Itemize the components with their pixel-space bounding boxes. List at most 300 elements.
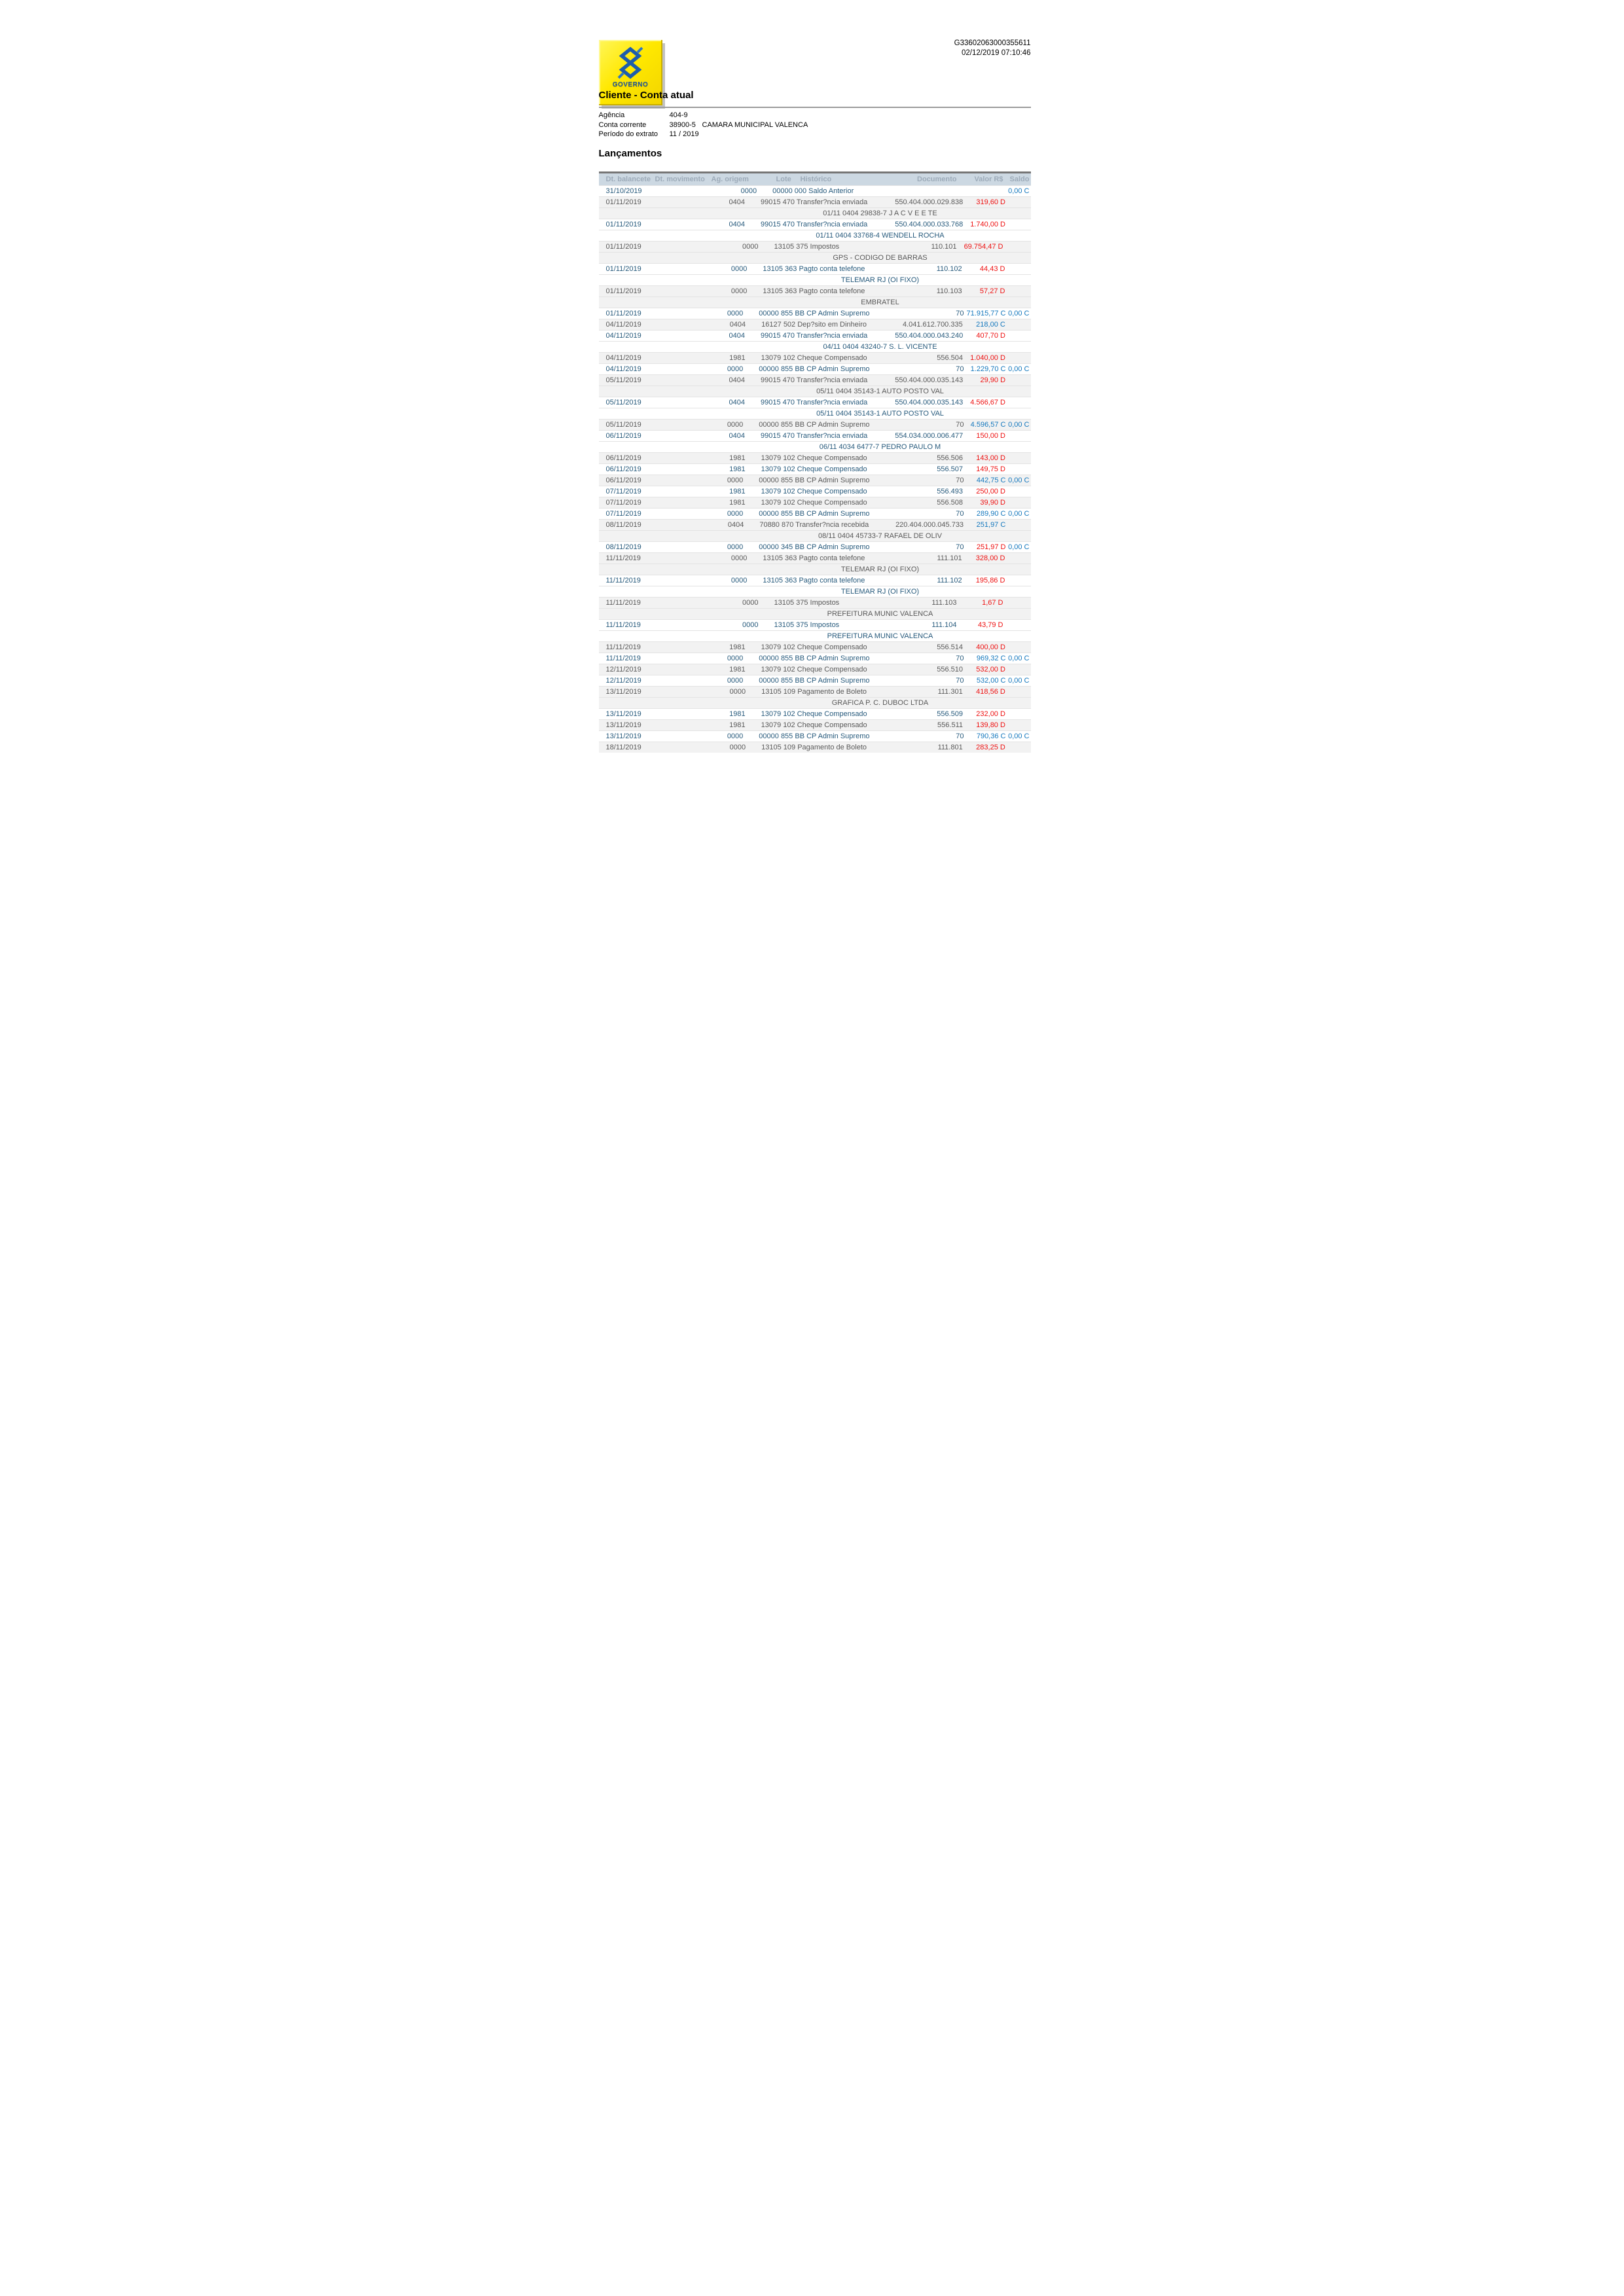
cell-dt-movimento: [650, 520, 699, 530]
cell-lote-historico: 16127 502 Dep?sito em Dinheiro: [761, 321, 867, 329]
cell-valor: 69.754,47 D: [964, 243, 1003, 251]
cell-dt-balancete: 06/11/2019: [605, 454, 641, 462]
cell-detail-text: TELEMAR RJ (OI FIXO): [840, 588, 920, 596]
header-divider: [599, 107, 1031, 108]
cell-dt-movimento: [651, 397, 700, 408]
cell-lote-historico: 13079 102 Cheque Compensado: [761, 454, 867, 462]
cell-dt-movimento: [651, 353, 700, 363]
cell-saldo: [1005, 453, 1031, 463]
account-label: Conta corrente: [598, 120, 647, 129]
table-row: [599, 641, 1031, 653]
cell-documento: 550.404.000.035.143: [895, 399, 964, 406]
cell-ag-origem: 0404: [729, 198, 746, 206]
cell-documento: 110.102: [936, 265, 962, 273]
table-row: [599, 452, 1031, 463]
cell-valor: 150,00 D: [976, 432, 1006, 440]
cell-lote-historico: 13105 375 Impostos: [774, 243, 840, 251]
table-row: [599, 730, 1031, 742]
table-row: [599, 185, 1031, 196]
cell-ag-origem: 0000: [727, 655, 744, 662]
cell-dt-movimento: [651, 742, 700, 753]
cell-dt-balancete: 06/11/2019: [605, 476, 641, 484]
cell-documento: 556.507: [937, 465, 963, 473]
table-detail-row: [599, 207, 1031, 219]
cell-lote-historico: 13079 102 Cheque Compensado: [761, 666, 867, 673]
cell-saldo: [1005, 319, 1031, 330]
bb-symbol-icon: [615, 46, 645, 80]
cell-saldo: [1005, 353, 1031, 363]
cell-ag-origem: 0000: [727, 310, 744, 317]
cell-saldo: 0,00 C: [1008, 187, 1030, 195]
section-title-cliente-conta-atual: Cliente - Conta atual: [598, 90, 694, 101]
cell-dt-movimento: [651, 319, 700, 330]
cell-ag-origem: 0404: [729, 332, 746, 340]
cell-valor: 43,79 D: [977, 621, 1003, 629]
cell-detail-text: PREFEITURA MUNIC VALENCA: [827, 610, 933, 618]
cell-dt-movimento: [651, 453, 700, 463]
cell-saldo: [1005, 197, 1030, 207]
cell-lote-historico: 13079 102 Cheque Compensado: [761, 499, 867, 507]
cell-lote-historico: 13079 102 Cheque Compensado: [761, 643, 867, 651]
cell-lote-historico: 13079 102 Cheque Compensado: [761, 465, 867, 473]
cell-ag-origem: 1981: [729, 666, 746, 673]
cell-dt-movimento: [650, 675, 699, 686]
cell-ag-origem: 1981: [729, 710, 746, 718]
cell-dt-movimento: [651, 664, 700, 675]
account-info: [599, 111, 808, 139]
table-row: [599, 430, 1031, 441]
table-detail-row: [599, 530, 1031, 541]
cell-ag-origem: 0000: [727, 543, 744, 551]
cell-documento: 70: [956, 365, 964, 373]
cell-saldo: [1005, 720, 1031, 730]
table-row: [599, 241, 1031, 252]
cell-saldo: [1003, 620, 1031, 630]
table-row: [599, 708, 1031, 719]
cell-saldo: [1005, 742, 1031, 753]
table-row: [599, 675, 1031, 686]
cell-documento: 111.801: [937, 744, 963, 751]
cell-dt-balancete: 11/11/2019: [605, 599, 641, 607]
cell-saldo: [1003, 242, 1031, 252]
cell-valor: 532,00 D: [976, 666, 1005, 673]
cell-documento: 70: [956, 677, 964, 685]
bank-statement-page: [552, 0, 1072, 751]
cell-documento: 110.101: [931, 243, 957, 251]
cell-ag-origem: 0404: [729, 399, 746, 406]
cell-dt-movimento: [651, 197, 700, 207]
table-detail-row: [599, 386, 1031, 397]
table-row: [599, 263, 1031, 274]
cell-dt-balancete: 04/11/2019: [605, 365, 641, 373]
agency-row: [599, 111, 808, 120]
table-row: [599, 374, 1031, 386]
cell-dt-movimento: [650, 731, 699, 742]
cell-lote-historico: 13105 363 Pagto conta telefone: [763, 577, 865, 584]
account-holder-name: CAMARA MUNICIPAL VALENCA: [702, 120, 808, 129]
cell-dt-balancete: 08/11/2019: [605, 521, 641, 529]
cell-saldo: [1005, 642, 1031, 653]
cell-documento: 550.404.000.029.838: [895, 198, 964, 206]
cell-lote-historico: 13105 375 Impostos: [774, 599, 840, 607]
cell-ag-origem: 0000: [727, 421, 744, 429]
cell-ag-origem: 0000: [731, 287, 748, 295]
cell-dt-movimento: [650, 542, 699, 552]
cell-dt-balancete: 11/11/2019: [605, 554, 641, 562]
table-row: [599, 497, 1031, 508]
cell-valor: 790,36 C: [976, 732, 1006, 740]
cell-dt-movimento: [650, 420, 699, 430]
cell-dt-movimento: [651, 331, 700, 341]
cell-valor: 57,27 D: [979, 287, 1005, 295]
table-detail-row: [599, 564, 1031, 575]
col-header-valor: Valor R$: [974, 175, 1003, 183]
table-detail-row: [599, 274, 1031, 285]
cell-dt-movimento: [651, 464, 700, 475]
cell-dt-balancete: 07/11/2019: [605, 499, 641, 507]
table-row: [599, 352, 1031, 363]
table-row: [599, 419, 1031, 430]
cell-lote-historico: 13105 375 Impostos: [774, 621, 840, 629]
cell-saldo: [1005, 664, 1031, 675]
cell-saldo: [1005, 497, 1031, 508]
cell-dt-balancete: 11/11/2019: [605, 577, 641, 584]
cell-valor: 149,75 D: [976, 465, 1005, 473]
cell-dt-balancete: 05/11/2019: [605, 376, 641, 384]
cell-ag-origem: 0404: [729, 376, 746, 384]
cell-lote-historico: 70880 870 Transfer?ncia recebida: [759, 521, 869, 529]
cell-valor: 319,60 D: [976, 198, 1006, 206]
cell-saldo: [1005, 286, 1030, 296]
cell-dt-movimento: [651, 486, 700, 497]
cell-saldo: 0,00 C: [1008, 365, 1030, 373]
cell-dt-balancete: 08/11/2019: [605, 543, 641, 551]
col-header-dt-balancete: Dt. balancete: [605, 175, 651, 183]
cell-dt-movimento: [650, 509, 699, 519]
cell-documento: 70: [956, 476, 964, 484]
document-id: G33602063000355611: [954, 39, 1031, 47]
col-header-documento: Documento: [917, 175, 957, 183]
cell-ag-origem: 0000: [740, 187, 757, 195]
cell-valor: 195,86 D: [975, 577, 1005, 584]
table-row: [599, 285, 1031, 296]
cell-saldo: [1005, 375, 1030, 386]
cell-documento: 111.102: [937, 577, 962, 584]
cell-dt-balancete: 12/11/2019: [605, 677, 641, 685]
cell-dt-movimento: [651, 720, 700, 730]
cell-ag-origem: 1981: [729, 454, 746, 462]
cell-dt-balancete: 07/11/2019: [605, 488, 641, 495]
cell-documento: 556.493: [937, 488, 963, 495]
cell-dt-balancete: 04/11/2019: [605, 354, 641, 362]
cell-saldo: 0,00 C: [1008, 476, 1030, 484]
table-detail-row: [599, 341, 1031, 352]
cell-documento: 550.404.000.043.240: [895, 332, 964, 340]
table-row: [599, 742, 1031, 753]
cell-detail-text: 06/11 4034 6477-7 PEDRO PAULO M: [819, 443, 941, 451]
cell-valor: 29,90 D: [980, 376, 1006, 384]
cell-valor: 250,00 D: [976, 488, 1005, 495]
cell-lote-historico: 13105 363 Pagto conta telefone: [763, 265, 865, 273]
cell-dt-balancete: 04/11/2019: [605, 321, 641, 329]
cell-dt-balancete: 13/11/2019: [605, 721, 641, 729]
cell-lote-historico: 13105 363 Pagto conta telefone: [763, 554, 865, 562]
table-detail-row: [599, 697, 1031, 708]
cell-detail-text: PREFEITURA MUNIC VALENCA: [827, 632, 933, 640]
cell-dt-balancete: 12/11/2019: [605, 666, 641, 673]
cell-valor: 232,00 D: [976, 710, 1005, 718]
cell-lote-historico: 00000 855 BB CP Admin Supremo: [759, 732, 870, 740]
table-row: [599, 519, 1031, 530]
cell-dt-movimento: [655, 242, 710, 252]
cell-saldo: [1005, 219, 1030, 230]
table-row: [599, 330, 1031, 341]
cell-lote-historico: 13105 109 Pagamento de Boleto: [761, 744, 867, 751]
cell-saldo: [1005, 431, 1030, 441]
cell-lote-historico: 99015 470 Transfer?ncia enviada: [761, 332, 868, 340]
cell-lote-historico: 13079 102 Cheque Compensado: [761, 721, 867, 729]
cell-lote-historico: 13079 102 Cheque Compensado: [761, 710, 867, 718]
cell-dt-movimento: [651, 375, 700, 386]
cell-valor: 289,90 C: [976, 510, 1006, 518]
cell-detail-text: 05/11 0404 35143-1 AUTO POSTO VAL: [816, 387, 944, 395]
cell-ag-origem: 0000: [727, 732, 744, 740]
cell-valor: 442,75 C: [976, 476, 1006, 484]
cell-detail-text: GRAFICA P. C. DUBOC LTDA: [831, 699, 929, 707]
cell-lote-historico: 00000 855 BB CP Admin Supremo: [759, 365, 870, 373]
cell-dt-balancete: 11/11/2019: [605, 643, 641, 651]
cell-ag-origem: 0000: [731, 265, 748, 273]
cell-dt-balancete: 11/11/2019: [605, 655, 641, 662]
cell-lote-historico: 00000 345 BB CP Admin Supremo: [759, 543, 870, 551]
cell-documento: 111.104: [931, 621, 957, 629]
agency-value: 404-9: [669, 111, 688, 119]
table-row: [599, 319, 1031, 330]
cell-lote-historico: 99015 470 Transfer?ncia enviada: [761, 432, 868, 440]
cell-dt-balancete: 05/11/2019: [605, 399, 641, 406]
cell-dt-movimento: [651, 709, 700, 719]
cell-dt-movimento: [655, 598, 710, 608]
cell-lote-historico: 99015 470 Transfer?ncia enviada: [761, 376, 868, 384]
cell-ag-origem: 0000: [731, 554, 748, 562]
cell-lote-historico: 00000 855 BB CP Admin Supremo: [759, 310, 870, 317]
table-row: [599, 508, 1031, 519]
cell-lote-historico: 99015 470 Transfer?ncia enviada: [761, 221, 868, 228]
cell-detail-text: 08/11 0404 45733-7 RAFAEL DE OLIV: [818, 532, 942, 540]
cell-documento: 556.509: [937, 710, 963, 718]
cell-lote-historico: 13105 363 Pagto conta telefone: [763, 287, 865, 295]
cell-detail-text: TELEMAR RJ (OI FIXO): [840, 565, 920, 573]
cell-detail-text: TELEMAR RJ (OI FIXO): [840, 276, 920, 284]
table-row: [599, 541, 1031, 552]
table-row: [599, 219, 1031, 230]
cell-saldo: [1005, 397, 1030, 408]
col-header-ag-origem: Ag. origem: [711, 175, 749, 183]
cell-valor: 1.740,00 D: [970, 221, 1006, 228]
cell-dt-movimento: [651, 642, 700, 653]
cell-ag-origem: 0000: [727, 510, 744, 518]
cell-saldo: [1005, 264, 1030, 274]
cell-valor: 1.040,00 D: [970, 354, 1005, 362]
table-row: [599, 686, 1031, 697]
cell-dt-balancete: 13/11/2019: [605, 732, 641, 740]
cell-documento: 70: [956, 421, 964, 429]
period-value: 11 / 2019: [669, 130, 699, 139]
cell-valor: 218,00 C: [976, 321, 1005, 329]
cell-dt-balancete: 05/11/2019: [605, 421, 641, 429]
cell-dt-balancete: 01/11/2019: [605, 287, 641, 295]
cell-valor: 400,00 D: [976, 643, 1005, 651]
cell-detail-text: GPS - CODIGO DE BARRAS: [833, 254, 928, 262]
table-row: [599, 196, 1031, 207]
cell-ag-origem: 0000: [729, 744, 746, 751]
cell-documento: 550.404.000.035.143: [895, 376, 964, 384]
cell-valor: 143,00 D: [976, 454, 1005, 462]
cell-saldo: 0,00 C: [1008, 677, 1030, 685]
cell-valor: 532,00 C: [976, 677, 1006, 685]
cell-dt-movimento: [655, 186, 708, 196]
cell-valor: 969,32 C: [976, 655, 1006, 662]
cell-ag-origem: 1981: [729, 643, 746, 651]
cell-documento: 70: [956, 655, 964, 662]
table-row: [599, 363, 1031, 374]
cell-documento: 4.041.612.700.335: [902, 321, 963, 329]
cell-valor: 44,43 D: [979, 265, 1005, 273]
table-row: [599, 475, 1031, 486]
cell-documento: 556.506: [937, 454, 963, 462]
cell-documento: 111.101: [937, 554, 962, 562]
period-row: [599, 130, 808, 139]
cell-dt-balancete: 06/11/2019: [605, 465, 641, 473]
cell-lote-historico: 00000 855 BB CP Admin Supremo: [759, 655, 870, 662]
cell-dt-balancete: 01/11/2019: [605, 221, 641, 228]
cell-saldo: 0,00 C: [1008, 510, 1030, 518]
cell-lote-historico: 00000 855 BB CP Admin Supremo: [759, 476, 870, 484]
table-row: [599, 653, 1031, 664]
cell-valor: 328,00 D: [975, 554, 1005, 562]
cell-detail-text: EMBRATEL: [861, 298, 899, 306]
cell-ag-origem: 0000: [742, 243, 759, 251]
cell-saldo: [1005, 520, 1030, 530]
cell-documento: 556.508: [937, 499, 963, 507]
cell-lote-historico: 00000 855 BB CP Admin Supremo: [759, 510, 870, 518]
cell-lote-historico: 00000 855 BB CP Admin Supremo: [759, 677, 870, 685]
cell-dt-balancete: 31/10/2019: [605, 187, 642, 195]
cell-valor: 1.229,70 C: [970, 365, 1006, 373]
col-header-dt-movimento: Dt. movimento: [655, 175, 705, 183]
cell-dt-balancete: 13/11/2019: [605, 710, 641, 718]
cell-valor: 71.915,77 C: [966, 310, 1006, 317]
cell-dt-balancete: 18/11/2019: [605, 744, 641, 751]
cell-valor: 283,25 D: [976, 744, 1005, 751]
cell-lote-historico: 00000 855 BB CP Admin Supremo: [759, 421, 870, 429]
cell-dt-movimento: [651, 687, 700, 697]
account-row: [599, 120, 808, 130]
table-row: [599, 575, 1031, 586]
table-detail-row: [599, 586, 1031, 597]
cell-dt-balancete: 11/11/2019: [605, 621, 641, 629]
account-number: 38900-5: [669, 120, 696, 129]
cell-lote-historico: 13079 102 Cheque Compensado: [761, 354, 867, 362]
cell-saldo: [1005, 553, 1030, 564]
col-header-historico: Histórico: [800, 175, 832, 183]
cell-ag-origem: 1981: [729, 488, 746, 495]
table-detail-row: [599, 252, 1031, 263]
table-detail-row: [599, 296, 1031, 308]
cell-dt-balancete: 01/11/2019: [605, 243, 641, 251]
table-row: [599, 397, 1031, 408]
lancamentos-table: [599, 171, 1031, 753]
cell-saldo: 0,00 C: [1008, 732, 1030, 740]
cell-dt-movimento: [651, 286, 702, 296]
cell-lote-historico: 13079 102 Cheque Compensado: [761, 488, 867, 495]
cell-ag-origem: 1981: [729, 499, 746, 507]
cell-documento: 111.301: [937, 688, 963, 696]
table-detail-row: [599, 608, 1031, 619]
cell-valor: 4.566,67 D: [970, 399, 1006, 406]
col-header-lote: Lote: [776, 175, 791, 183]
cell-valor: 407,70 D: [976, 332, 1006, 340]
cell-saldo: [1005, 687, 1031, 697]
col-header-saldo: Saldo: [1009, 175, 1030, 183]
table-row: [599, 619, 1031, 630]
cell-ag-origem: 0000: [742, 599, 759, 607]
table-detail-row: [599, 441, 1031, 452]
cell-dt-movimento: [650, 475, 699, 486]
cell-dt-movimento: [650, 308, 699, 319]
cell-saldo: [1005, 486, 1031, 497]
document-id-block: [954, 39, 1031, 58]
cell-dt-movimento: [650, 364, 699, 374]
table-row: [599, 719, 1031, 730]
period-label: Período do extrato: [598, 130, 659, 139]
cell-dt-movimento: [651, 431, 700, 441]
table-body: [599, 185, 1031, 753]
table-row: [599, 486, 1031, 497]
table-row: [599, 308, 1031, 319]
cell-documento: 554.034.000.006.477: [895, 432, 964, 440]
table-row: [599, 552, 1031, 564]
logo-governo-label: GOVERNO: [612, 81, 649, 88]
cell-documento: 70: [956, 310, 964, 317]
cell-dt-movimento: [651, 264, 702, 274]
cell-detail-text: 01/11 0404 29838-7 J A C V E E TE: [823, 209, 937, 217]
cell-saldo: 0,00 C: [1008, 543, 1030, 551]
table-row: [599, 597, 1031, 608]
cell-documento: 556.514: [937, 643, 963, 651]
cell-documento: 111.103: [931, 599, 957, 607]
document-timestamp: 02/12/2019 07:10:46: [961, 49, 1031, 58]
table-header-row: [599, 173, 1031, 185]
cell-dt-balancete: 07/11/2019: [605, 510, 641, 518]
cell-dt-balancete: 01/11/2019: [605, 198, 641, 206]
cell-valor: 4.596,57 C: [970, 421, 1006, 429]
cell-ag-origem: 0404: [729, 321, 746, 329]
cell-saldo: [1003, 598, 1031, 608]
cell-saldo: 0,00 C: [1008, 421, 1030, 429]
cell-ag-origem: 0000: [742, 621, 759, 629]
cell-ag-origem: 0000: [727, 476, 744, 484]
table-detail-row: [599, 230, 1031, 241]
cell-ag-origem: 1981: [729, 354, 746, 362]
cell-ag-origem: 1981: [729, 721, 746, 729]
cell-ag-origem: 0404: [729, 221, 746, 228]
cell-dt-movimento: [650, 653, 699, 664]
cell-valor: 39,90 D: [980, 499, 1005, 507]
cell-valor: 251,97 D: [976, 543, 1006, 551]
cell-detail-text: 04/11 0404 43240-7 S. L. VICENTE: [823, 343, 937, 351]
section-title-lancamentos: Lançamentos: [598, 148, 662, 159]
